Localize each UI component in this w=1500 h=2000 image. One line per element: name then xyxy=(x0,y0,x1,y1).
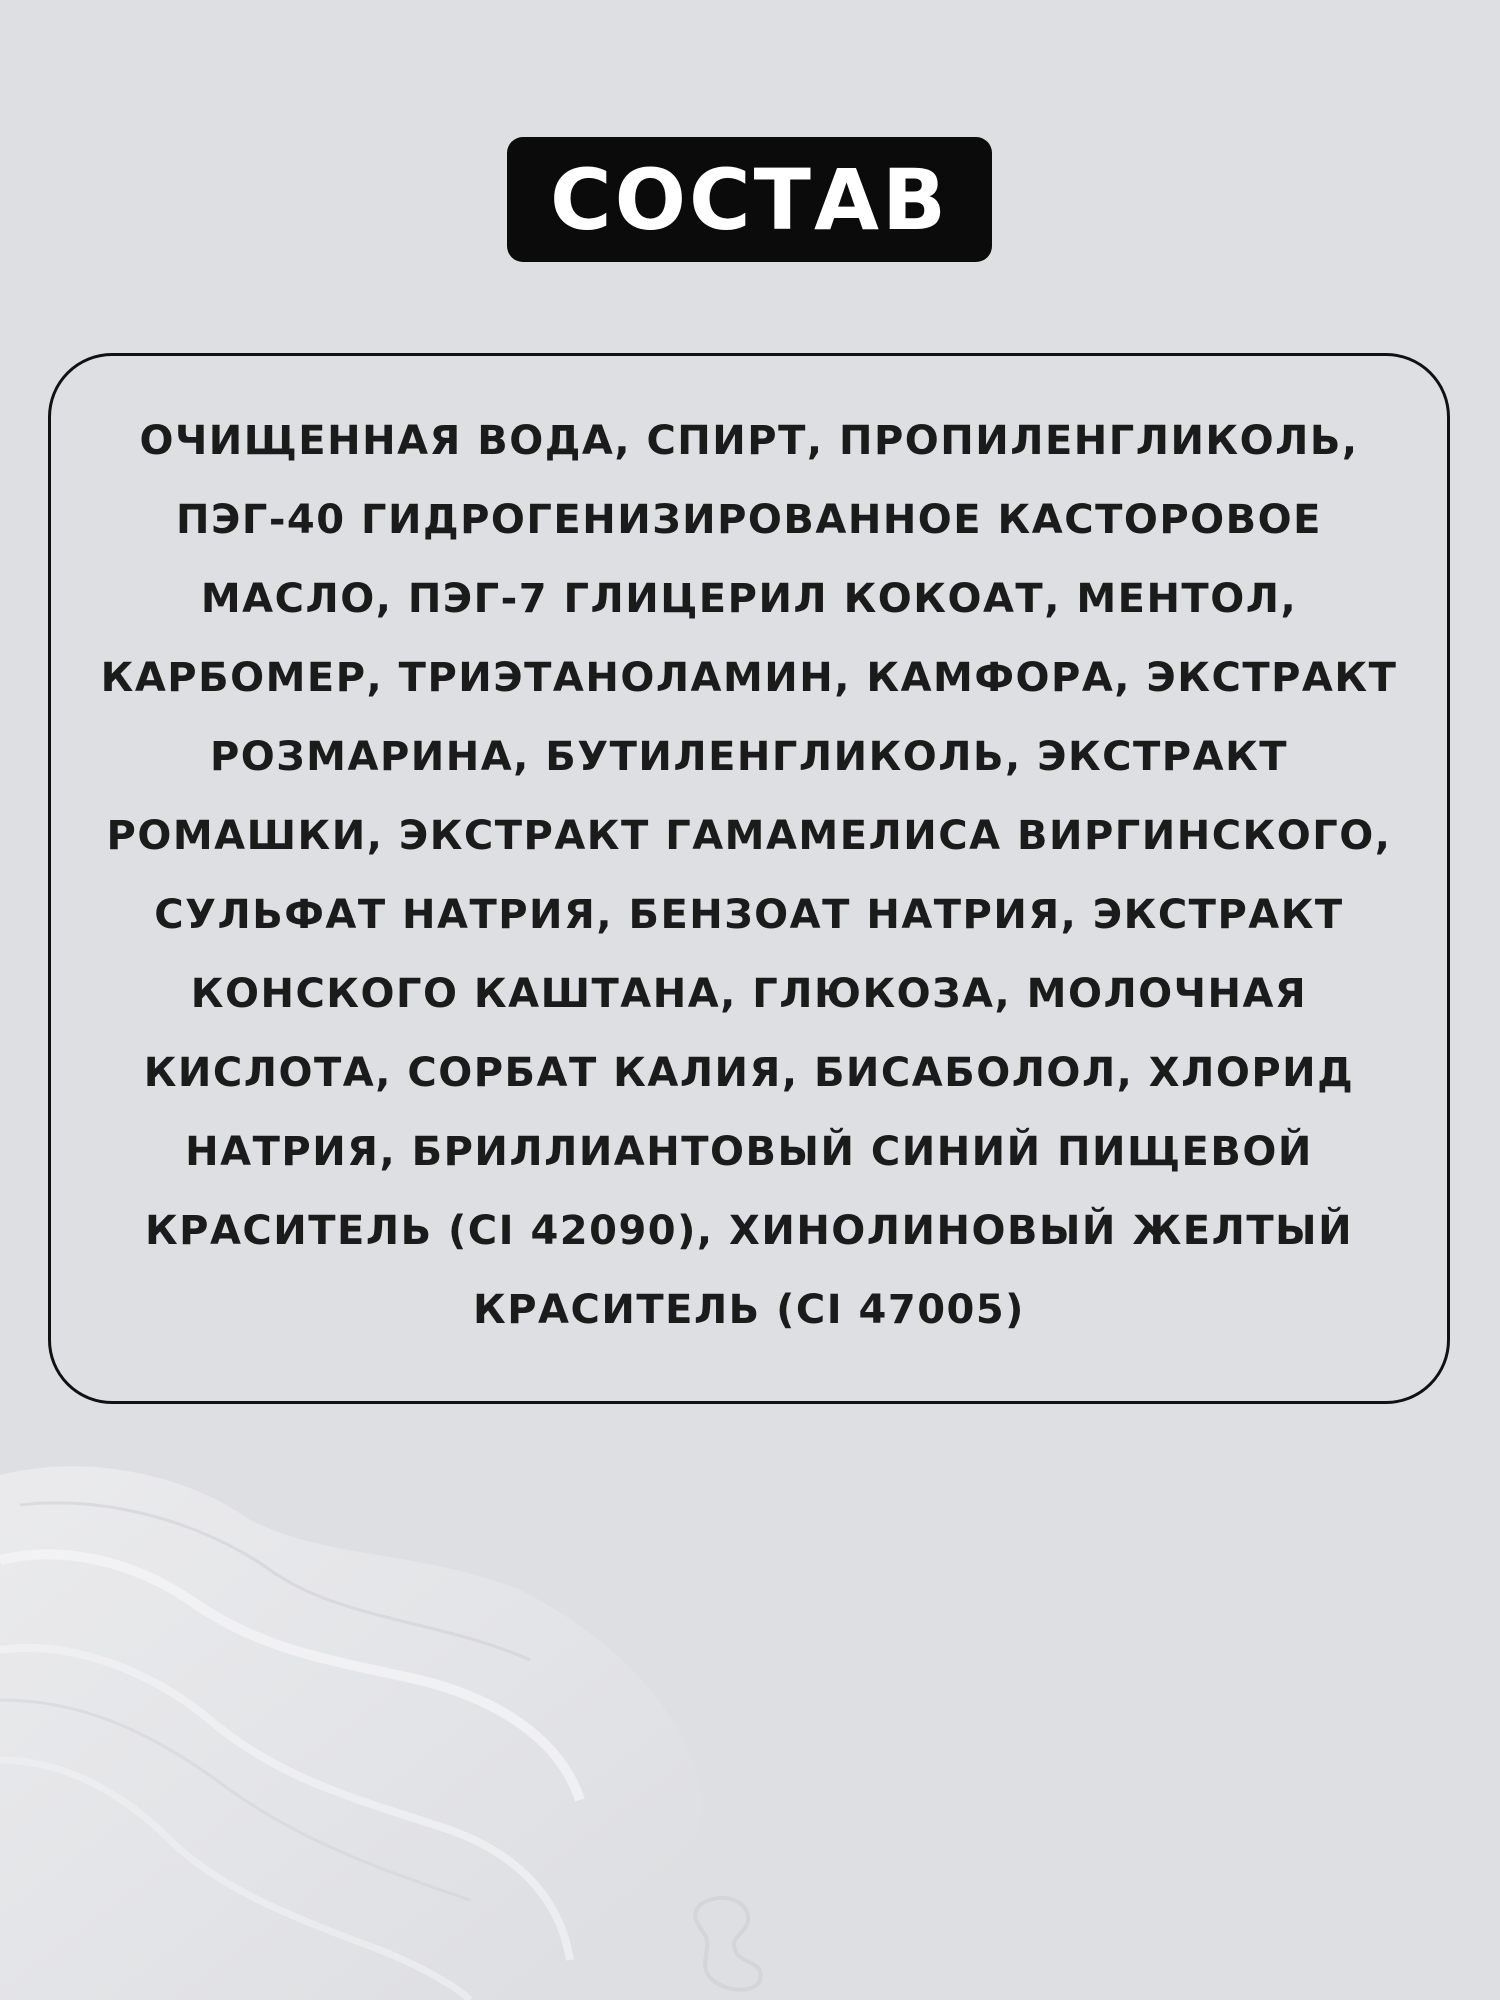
ingredients-line: КРАСИТЕЛЬ (CI 47005) xyxy=(473,1287,1025,1333)
ingredients-line: КОНСКОГО КАШТАНА, ГЛЮКОЗА, МОЛОЧНАЯ xyxy=(190,971,1308,1017)
ingredients-line: МАСЛО, ПЭГ-7 ГЛИЦЕРИЛ КОКОАТ, МЕНТОЛ, xyxy=(200,576,1298,622)
ingredients-line: СУЛЬФАТ НАТРИЯ, БЕНЗОАТ НАТРИЯ, ЭКСТРАКТ xyxy=(154,892,1344,938)
page-title: СОСТАВ xyxy=(549,150,950,249)
ingredients-line: РОМАШКИ, ЭКСТРАКТ ГАМАМЕЛИСА ВИРГИНСКОГО, xyxy=(106,813,1392,859)
ingredients-line: НАТРИЯ, БРИЛЛИАНТОВЫЙ СИНИЙ ПИЩЕВОЙ xyxy=(185,1129,1313,1175)
ingredients-line: КРАСИТЕЛЬ (CI 42090), ХИНОЛИНОВЫЙ ЖЕЛТЫЙ xyxy=(144,1208,1354,1254)
ingredients-box xyxy=(48,353,1450,1404)
title-badge xyxy=(507,137,992,262)
ingredients-line: ПЭГ-40 ГИДРОГЕНИЗИРОВАННОЕ КАСТОРОВОЕ xyxy=(176,497,1322,543)
ingredients-line: ОЧИЩЕННАЯ ВОДА, СПИРТ, ПРОПИЛЕНГЛИКОЛЬ, xyxy=(139,418,1359,464)
ingredients-line: КАРБОМЕР, ТРИЭТАНОЛАМИН, КАМФОРА, ЭКСТРАКТ xyxy=(100,655,1398,701)
ingredients-line: КИСЛОТА, СОРБАТ КАЛИЯ, БИСАБОЛОЛ, ХЛОРИД xyxy=(143,1050,1355,1096)
ingredients-text xyxy=(81,402,1417,1350)
ingredients-line: РОЗМАРИНА, БУТИЛЕНГЛИКОЛЬ, ЭКСТРАКТ xyxy=(209,734,1289,780)
